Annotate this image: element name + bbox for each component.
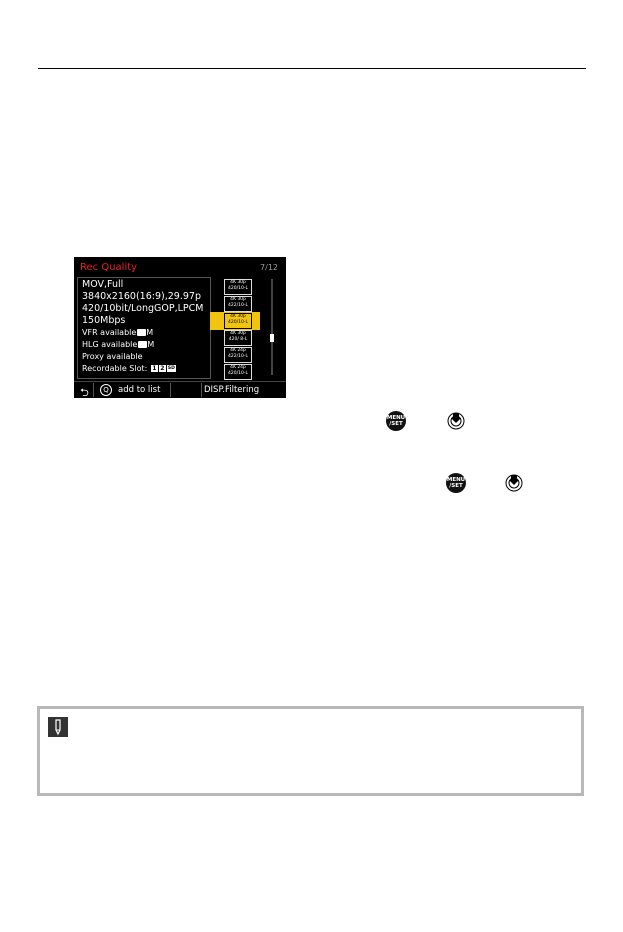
- info-resolution: 3840x2160(16:9),29.97p: [82, 291, 201, 302]
- thumbnail-item[interactable]: 4K 24p 422/10-L: [224, 347, 252, 363]
- thumbnail-item[interactable]: 4K 30p 422/10-L: [224, 296, 252, 312]
- scrollbar-track[interactable]: [271, 279, 273, 375]
- quality-thumbnail-list: [210, 278, 266, 378]
- info-proxy: Proxy available: [82, 352, 143, 361]
- info-slot: [82, 364, 176, 373]
- cine-icon: [137, 329, 146, 336]
- page-indicator: 7/12: [260, 263, 278, 272]
- header-rule: [38, 68, 586, 69]
- return-arrow-icon[interactable]: ⮌: [80, 386, 89, 398]
- quality-info-panel: [77, 277, 211, 379]
- thumbnail-item[interactable]: 4K 24p 420/10-L: [224, 364, 252, 380]
- note-box: [37, 706, 584, 796]
- camera-screen: [74, 257, 286, 398]
- screen-bottom-bar: [74, 381, 286, 398]
- q-button-icon[interactable]: Q: [100, 384, 112, 396]
- thumbnail-item[interactable]: 4K 30p 420/ 8-L: [224, 330, 252, 346]
- slot-sd-icon: SD: [167, 366, 175, 371]
- info-bitrate: 150Mbps: [82, 315, 126, 326]
- slot-2-icon: 2: [160, 365, 165, 372]
- disp-filtering-label[interactable]: DISP.Filtering: [204, 385, 260, 395]
- vfr-label: VFR available: [82, 328, 137, 337]
- divider: [201, 383, 202, 397]
- cine-icon: [138, 341, 147, 348]
- joystick-down-icon: [446, 410, 466, 430]
- vfr-mode: M: [146, 328, 154, 337]
- menu-set-button-icon: MENU /SET: [386, 411, 406, 431]
- info-format: MOV,Full: [82, 279, 124, 290]
- divider: [93, 383, 94, 397]
- info-hlg: [82, 340, 154, 349]
- info-codec: 420/10bit/LongGOP,LPCM: [82, 303, 204, 314]
- hlg-label: HLG available: [82, 340, 138, 349]
- joystick-down-icon: [504, 472, 524, 492]
- info-vfr: [82, 328, 153, 337]
- hlg-mode: M: [147, 340, 155, 349]
- thumbnail-item-selected[interactable]: 4K 30p 420/10-L: [224, 313, 252, 329]
- add-to-list-label[interactable]: add to list: [118, 385, 161, 395]
- scrollbar-thumb[interactable]: [270, 334, 274, 342]
- divider: [170, 383, 171, 397]
- thumbnail-item[interactable]: 4K 30p 420/10-L: [224, 279, 252, 295]
- menu-set-button-icon: MENU /SET: [446, 473, 466, 493]
- slot-label: Recordable Slot:: [82, 364, 148, 373]
- slot-1-icon: 1: [152, 365, 157, 372]
- screen-title: Rec Quality: [80, 262, 138, 273]
- memo-pencil-icon: [48, 717, 68, 737]
